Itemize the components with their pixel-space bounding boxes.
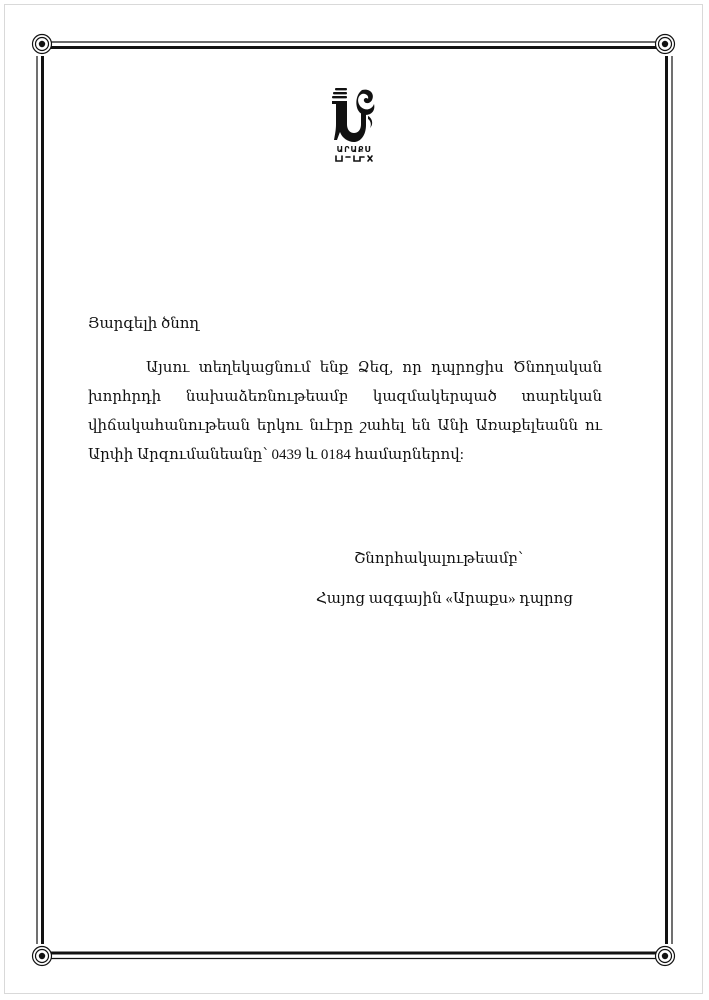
corner-ornament-top-left	[33, 35, 52, 54]
salutation: Յարգելի ծնող	[88, 316, 200, 332]
corner-ornament-bottom-right	[656, 947, 675, 966]
corner-ornament-top-right	[656, 35, 675, 54]
closing-line: Շնորհակալութեամբ՝	[354, 551, 524, 567]
frame-lines	[37, 42, 672, 959]
svg-text:ԱՐԱՔՍ: ԱՐԱՔՍ	[336, 145, 372, 154]
signature-line: Հայոց ազգային «Արաքս» դպրոց	[316, 591, 573, 607]
corner-ornament-bottom-left	[33, 947, 52, 966]
letter-body: Այսու տեղեկացնում ենք Ձեզ, որ դպրոցիս Ծնողական խորհրդի նախաձեռնութեամբ կազմակերպած տարեկան վիճակահանութեան երկու նւէրը շահել են Անի Առաքելեանն ու Արփի Արզումանեանը՝ 0439 և 0184 համարներով:	[88, 360, 602, 463]
school-logo	[328, 84, 380, 164]
